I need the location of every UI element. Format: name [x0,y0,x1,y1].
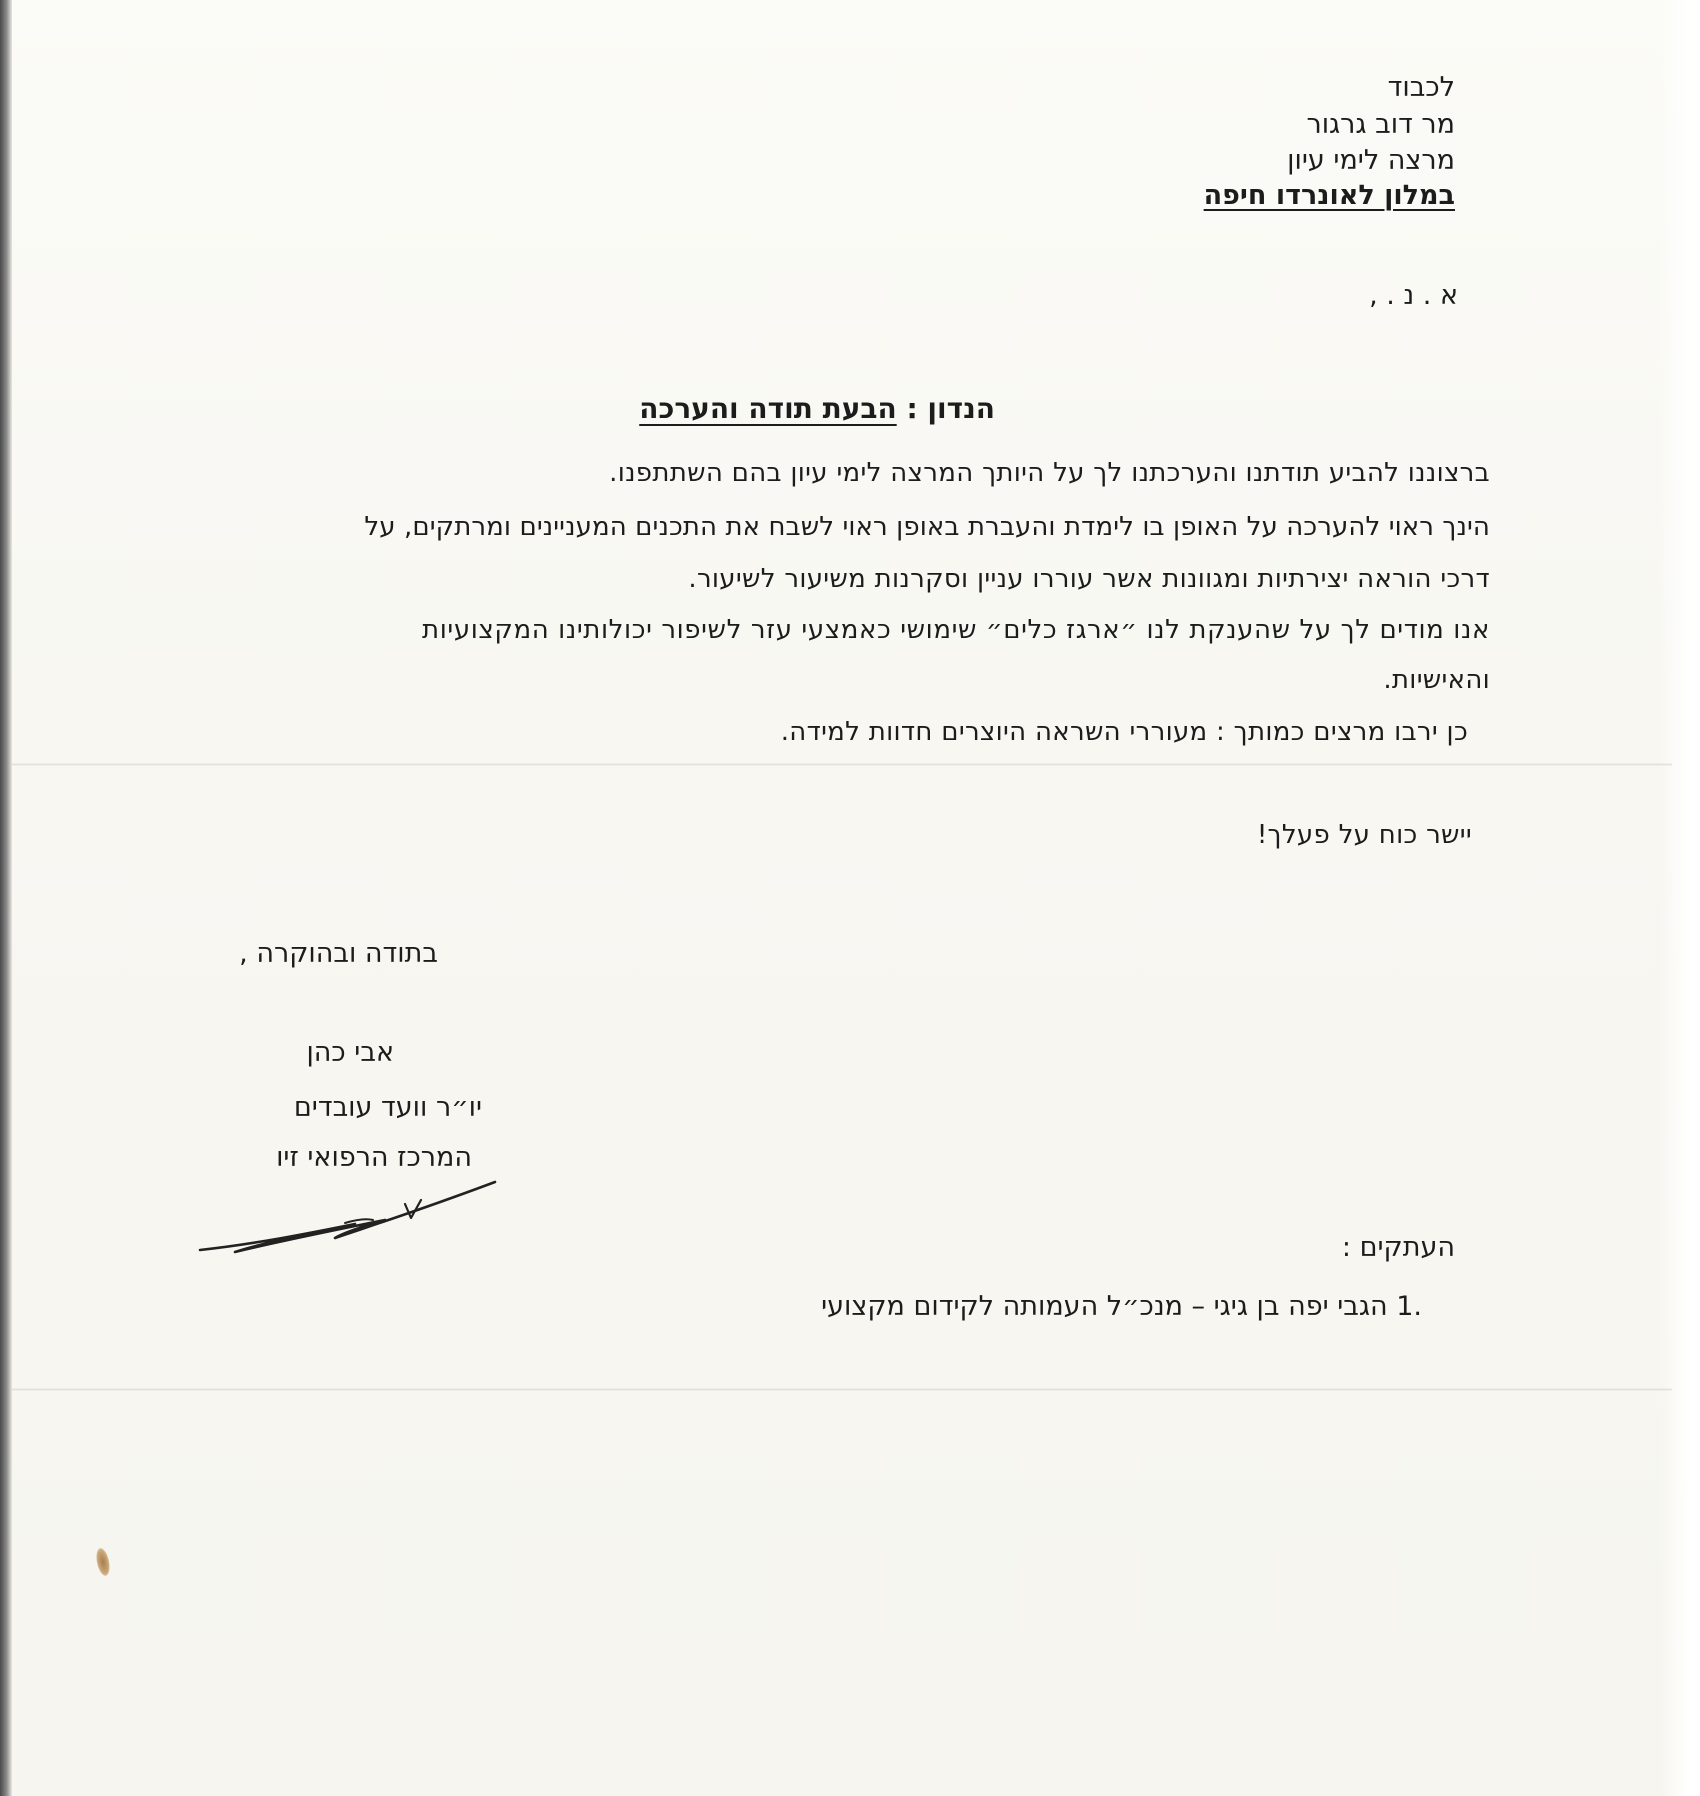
scan-edge-shadow [0,0,12,1796]
body-line-6: כן ירבו מרצים כמותך : מעוררי השראה היוצרים חדוות למידה. [780,717,1468,747]
paper-fold-line [12,763,1672,766]
subject-value: הבעת תודה והערכה [639,392,897,425]
copies-item [821,1291,1422,1323]
recipient-role: מרצה לימי עיון [1287,145,1455,176]
subject-label: הנדון : [906,392,995,425]
signer-name: אבי כהן [306,1037,394,1068]
signer-organization: המרכז הרפואי זיו [276,1142,472,1173]
copies-item-number: 1. [1396,1291,1422,1322]
body-line-5: והאישיות. [1383,665,1490,695]
closing-wish: יישר כוח על פעלך! [1256,820,1472,850]
body-line-2: הינך ראוי להערכה על האופן בו לימדת והעברת באופן ראוי לשבח את התכנים המעניינים ומרתקים, על [364,512,1490,542]
body-line-4: אנו מודים לך על שהענקת לנו ״ארגז כלים״ שימושי כאמצעי עזר לשיפור יכולותינו המקצועיות [422,615,1490,645]
handwritten-signature [195,1168,515,1258]
paper-fold-line [12,1388,1672,1391]
body-line-3: דרכי הוראה יצירתיות ומגוונות אשר עוררו עניין וסקרנות משיעור לשיעור. [688,564,1490,594]
paper-stain [94,1547,112,1577]
subject-line [639,392,995,426]
greeting: א . נ . , [1369,280,1458,311]
signoff: בתודה ובהוקרה , [239,938,438,969]
scan-edge-right [1660,0,1700,1796]
recipient-salutation: לכבוד [1387,72,1455,103]
recipient-location: במלון לאונרדו חיפה [1203,180,1455,211]
body-line-1: ברצוננו להביע תודתנו והערכתנו לך על היותך המרצה לימי עיון בהם השתתפנו. [609,458,1490,488]
copies-item-text: הגבי יפה בן גיגי – מנכ״ל העמותה לקידום מקצועי [821,1291,1388,1322]
recipient-name: מר דוב גרגור [1306,109,1455,140]
copies-label: העתקים : [1341,1232,1455,1263]
signer-title: יו״ר וועד עובדים [293,1092,482,1123]
